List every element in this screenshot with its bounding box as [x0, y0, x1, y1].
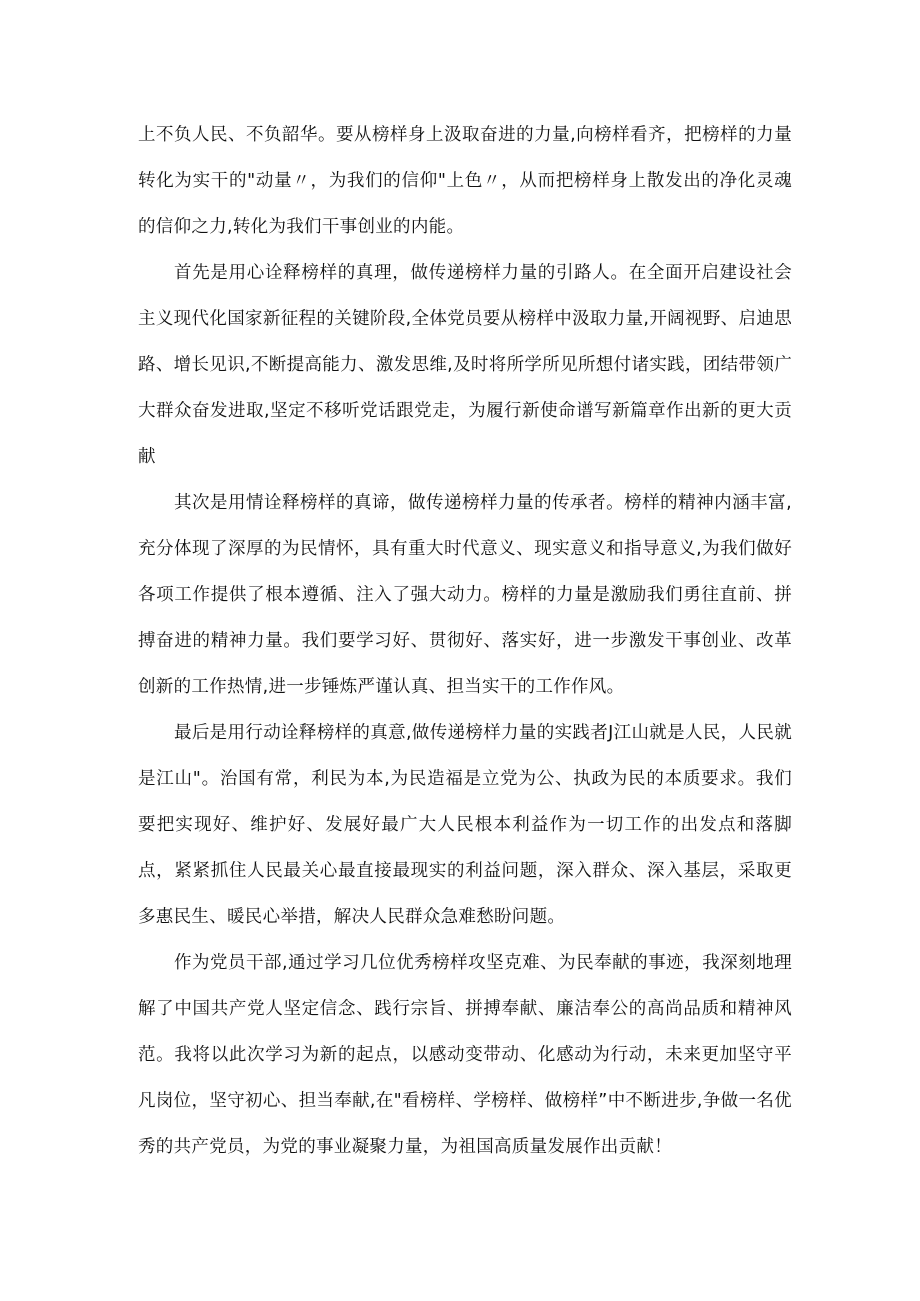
paragraph-5: 作为党员干部,通过学习几位优秀榜样攻坚克难、为民奉献的事迹，我深刻地理解了中国共产党人坚定信念、践行宗旨、拼搏奉献、廉洁奉公的高尚品质和精神风范。我将以此次学习为新的起点，以感动变带动、化感动为行动，未来更加坚守平凡岗位，坚守初心、担当奉献,在"看榜样、学榜样、做榜样”中不断进步,争做一名优秀的共产党员，为党的事业凝聚力量，为祖国高质量发展作出贡献！	[138, 953, 792, 1157]
paragraph-3: 其次是用情诠释榜样的真谛，做传递榜样力量的传承者。榜样的精神内涵丰富,充分体现了深厚的为民情怀，具有重大时代意义、现实意义和指导意义,为我们做好各项工作提供了根本遵循、注入了强大动力。榜样的力量是激励我们勇往直前、拼搏奋进的精神力量。我们要学习好、贯彻好、落实好，进一步激发干事创业、改革创新的工作热情,进一步锤炼严谨认真、担当实干的工作作风。	[138, 493, 792, 697]
document-page	[138, 112, 792, 1170]
paragraph-2: 首先是用心诠释榜样的真理，做传递榜样力量的引路人。在全面开启建设社会主义现代化国家新征程的关键阶段,全体党员要从榜样中汲取力量,开阔视野、启迪思路、增长见识,不断提高能力、激发思维,及时将所学所见所想付诸实践，团结带领广大群众奋发进取,坚定不移听党话跟党走，为履行新使命谱写新篇章作出新的更大贡献	[138, 263, 792, 467]
paragraph-1: 上不负人民、不负韶华。要从榜样身上汲取奋进的力量,向榜样看齐，把榜样的力量转化为实干的"动量〃，为我们的信仰"上色〃，从而把榜样身上散发出的净化灵魂的信仰之力,转化为我们干事创业的内能。	[138, 125, 792, 237]
paragraph-4: 最后是用行动诠释榜样的真意,做传递榜样力量的实践者J江山就是人民，人民就是江山"。治国有常，利民为本,为民造福是立党为公、执政为民的本质要求。我们要把实现好、维护好、发展好最广大人民根本利益作为一切工作的出发点和落脚点，紧紧抓住人民最关心最直接最现实的利益问题，深入群众、深入基层，采取更多惠民生、暖民心举措，解决人民群众急难愁盼问题。	[138, 723, 792, 927]
